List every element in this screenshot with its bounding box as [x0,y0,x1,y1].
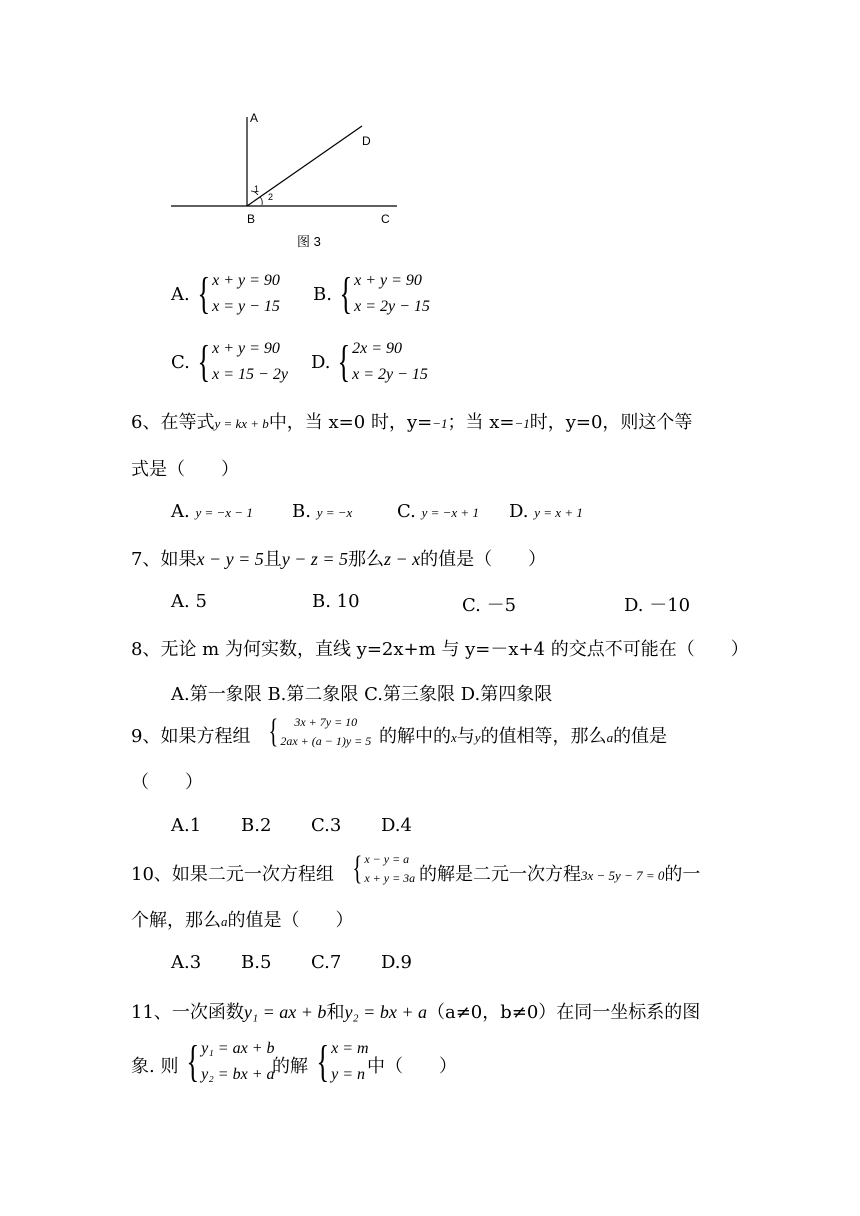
figure-3 [165,105,405,255]
q11-system-2: { x = m y = n [316,1037,369,1086]
q11-stem-line2-prefix: 象. 则 [131,1056,179,1077]
q9-stem-prefix: 9、如果方程组 [131,726,251,747]
point-b-label: B [247,212,256,226]
q9-option-d: D.4 [381,815,412,836]
brace-icon: { [339,269,353,318]
line-bd [247,126,362,206]
q5-option-a-system: { x + y = 90 x = y − 15 [197,269,280,318]
q9-option-c: C.3 [311,815,342,836]
angle-diagram [165,105,405,255]
q10-stem-line2: 个解，那么a的值是（ ） [131,910,354,931]
q10-option-c: C.7 [311,952,342,973]
angle-2-label: 2 [268,192,274,202]
q7-option-a: A. 5 [171,591,207,612]
point-d-label: D [362,134,371,148]
q6-option-b: B. y = −x [292,501,353,522]
q9-stem-line2: （ ） [131,772,203,793]
q10-option-b: B.5 [241,952,272,973]
brace-icon: { [352,850,363,887]
q5-option-d-system: { 2x = 90 x = 2y − 15 [337,337,428,386]
q7-stem: 7、如果x − y = 5且y − z = 5那么z − x的值是（ ） [131,549,547,570]
q5-option-b-label: B. [313,284,332,305]
q10-system: { x − y = a x + y = 3a [352,850,416,887]
q11-stem-line1: 11、一次函数y₁ = ax + b和y₂ = bx + a（a≠0，b≠0）在同一坐标系的图 [131,1002,701,1023]
q6-stem-line1: 6、在等式y = kx + b中，当 x=0 时，y=−1；当 x=−1时，y=0，则这个等 [131,412,693,433]
q9-stem-rest: 的解中的x与y的值相等，那么a的值是 [379,726,668,747]
brace-icon: { [337,337,351,386]
q10-stem-rest: 的解是二元一次方程3x − 5y − 7 = 0的一 [419,864,701,885]
q9-option-a: A.1 [171,815,202,836]
angle-arc-2 [260,197,262,205]
q7-option-c: C. －5 [462,595,517,616]
angle-1-label: 1 [254,184,260,194]
q5-option-d-label: D. [311,352,331,373]
q6-option-c: C. y = −x + 1 [397,501,479,522]
q8-options: A.第一象限 B.第二象限 C.第三象限 D.第四象限 [171,684,553,705]
q11-stem-line2-suffix: 中（ ） [367,1056,457,1077]
q8-stem: 8、无论 m 为何实数，直线 y=2x+m 与 y=－x+4 的交点不可能在（ ） [131,639,749,660]
brace-icon: { [268,713,279,750]
q9-option-b: B.2 [241,815,272,836]
q9-system: { 3x + 7y = 10 2ax + (a − 1)y = 5 [268,713,372,750]
q7-option-d: D. －10 [624,595,691,616]
q5-option-c-label: C. [171,352,190,373]
q11-stem-line2-mid: 的解 [272,1056,308,1077]
q6-option-d: D. y = x + 1 [509,501,583,522]
brace-icon: { [197,337,211,386]
q10-stem-prefix: 10、如果二元一次方程组 [131,864,334,885]
q6-option-a: A. y = −x − 1 [171,501,253,522]
q6-stem-line2: 式是（ ） [131,459,239,480]
q5-option-c-system: { x + y = 90 x = 15 − 2y [197,337,288,386]
figure-caption: 图 3 [297,234,321,249]
q11-system-1: { y₁ = ax + b y₂ = bx + a [186,1037,275,1086]
q10-option-a: A.3 [171,952,202,973]
point-c-label: C [381,212,390,226]
q5-option-a-label: A. [171,284,190,305]
q10-option-d: D.9 [381,952,412,973]
brace-icon: { [197,269,211,318]
q5-option-b-system: { x + y = 90 x = 2y − 15 [339,269,430,318]
q7-option-b: B. 10 [312,591,360,612]
brace-icon: { [186,1037,200,1086]
brace-icon: { [316,1037,330,1086]
point-a-label: A [250,111,259,125]
